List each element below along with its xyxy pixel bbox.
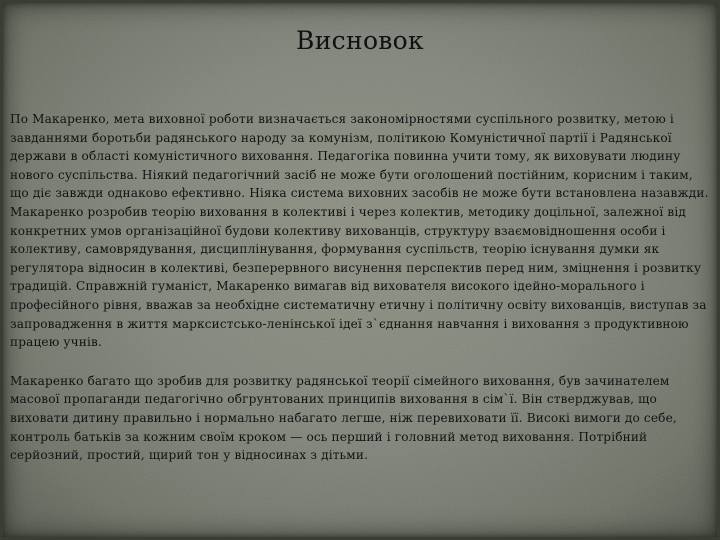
slide-body bbox=[10, 110, 710, 465]
paragraph-family-education: Макаренко багато що зробив для розвитку радянської теорії сімейного виховання, був зачинателем масової пропаганди педагогічно обгрунтованих принципів виховання в сім`ї. Він стверджував, що виховати дитину правильно і нормально набагато легше, ніж перевиховати її. Високі вимоги до себе, контроль батьків за кожним своїм кроком — ось перший і головний метод виховання. Потрібний серйозний, простий, щирий тон у відносинах з дітьми. bbox=[10, 373, 677, 463]
paragraph-makarenko-goals: По Макаренко, мета виховної роботи визначається закономірностями суспільного розвитку, метою і завданнями боротьби радянського народу за комунізм, політикою Комуністичної партії і Радянської держави в області комуністичного виховання. Педагогіка повинна учити тому, як виховувати людину нового суспільства. Ніякий педагогічний засіб не може бути оголошений постійним, корисним і таким, що діє завжди однаково ефективно. Ніяка система виховних засобів не може бути встановлена назавжди. Макаренко розробив теорію виховання в колективі і через колектив, методику доцільної, залежної від конкретних умов організаційної будови колективу вихованців, структуру взаємовідношення особи і колективу, самоврядування, дисциплінування, формування суспільств, теорію існування думки як регулятора відносин в колективі, безперервного висунення перспектив перед ним, зміцнення і розвитку традицій. Справжній гуманіст, Макаренко вимагав від вихователя високого ідейно-морального і професійного рівня, вважав за необхідне систематичну етичну і політичну освіту вихованців, виступав за запровадження в життя марксистсько-ленінської ідеї з`єднання навчання і виховання з продуктивною працею учнів. bbox=[10, 112, 709, 350]
slide-title: Висновок bbox=[296, 26, 424, 55]
